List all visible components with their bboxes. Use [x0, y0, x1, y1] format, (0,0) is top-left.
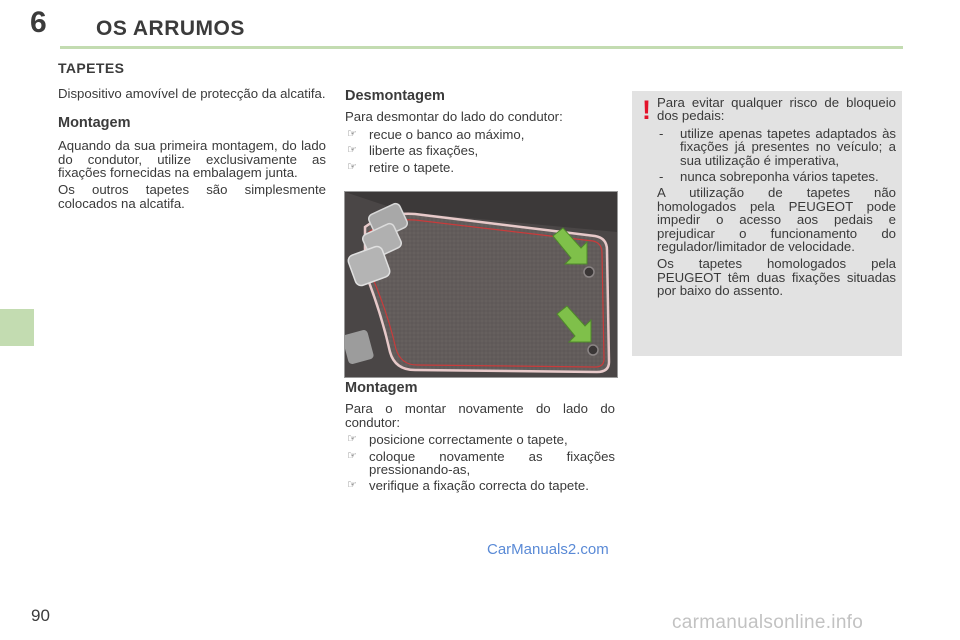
note-list [657, 127, 896, 184]
pointing-hand-icon: ☞ [347, 433, 357, 446]
list-item: - utilize apenas tapetes adaptados às fixações já presentes no veículo; a sua utilização é imperativa, [659, 125, 896, 168]
pointing-hand-icon: ☞ [347, 449, 357, 462]
montagem-paragraph-1: Aquando da sua primeira montagem, do lado do condutor, utilize exclusivamente as fixações fornecidas na embalagem junta. [58, 138, 326, 181]
warning-note-body [657, 96, 896, 302]
note-paragraph-1: A utilização de tapetes não homologados pela PEUGEOT pode impedir o acesso aos pedais e prejudicar o funcionamento do regulador/limitador de velocidade. [657, 185, 896, 255]
left-column [58, 62, 326, 214]
warning-note [632, 91, 902, 356]
middle-column-top [345, 90, 615, 177]
page-number: 90 [31, 606, 50, 625]
header-rule [60, 46, 903, 49]
note-paragraph-2: Os tapetes homologados pela PEUGEOT têm duas fixações situadas por baixo do assento. [657, 256, 896, 299]
pointing-hand-icon: ☞ [347, 160, 357, 173]
pointing-hand-icon: ☞ [347, 479, 357, 492]
chapter-number: 6 [30, 6, 47, 39]
montagem-heading-left: Montagem [58, 114, 131, 131]
list-item: ☞ posicione correctamente o tapete, [347, 432, 568, 448]
desmontagem-list [345, 128, 615, 174]
list-item: ☞ liberte as fixações, [347, 143, 479, 159]
fixation-2 [588, 345, 598, 355]
floor-mat-illustration [345, 192, 617, 377]
floor-mat-photo [344, 191, 618, 378]
chapter-side-tab [0, 309, 34, 346]
watermark-top: CarManuals2.com [487, 541, 609, 558]
montagem-list [345, 433, 615, 493]
montagem-intro: Para o montar novamente do lado do condutor: [345, 401, 615, 430]
desmontagem-heading: Desmontagem [345, 88, 445, 104]
montagem-heading-middle: Montagem [345, 380, 418, 396]
exclamation-icon: ! [642, 95, 651, 125]
list-item: - nunca sobreponha vários tapetes. [659, 169, 879, 185]
chapter-title: OS ARRUMOS [96, 17, 245, 40]
list-item: ☞ retire o tapete. [347, 159, 455, 175]
desmontagem-intro: Para desmontar do lado do condutor: [345, 109, 563, 125]
fixation-1 [584, 267, 594, 277]
pointing-hand-icon: ☞ [347, 144, 357, 157]
montagem-paragraph-2: Os outros tapetes são simplesmente colocados na alcatifa. [58, 182, 326, 211]
intro-text: Dispositivo amovível de protecção da alcatifa. [58, 86, 326, 102]
note-intro: Para evitar qualquer risco de bloqueio dos pedais: [657, 95, 896, 124]
list-item: ☞ verifique a fixação correcta do tapete. [347, 478, 589, 494]
list-item: ☞ recue o banco ao máximo, [347, 126, 525, 142]
pointing-hand-icon: ☞ [347, 127, 357, 140]
middle-column-bottom [345, 382, 615, 496]
section-title: TAPETES [58, 60, 125, 76]
list-item: ☞ coloque novamente as fixações pressionando-as, [347, 448, 615, 478]
watermark-bottom: carmanualsonline.info [672, 612, 864, 633]
